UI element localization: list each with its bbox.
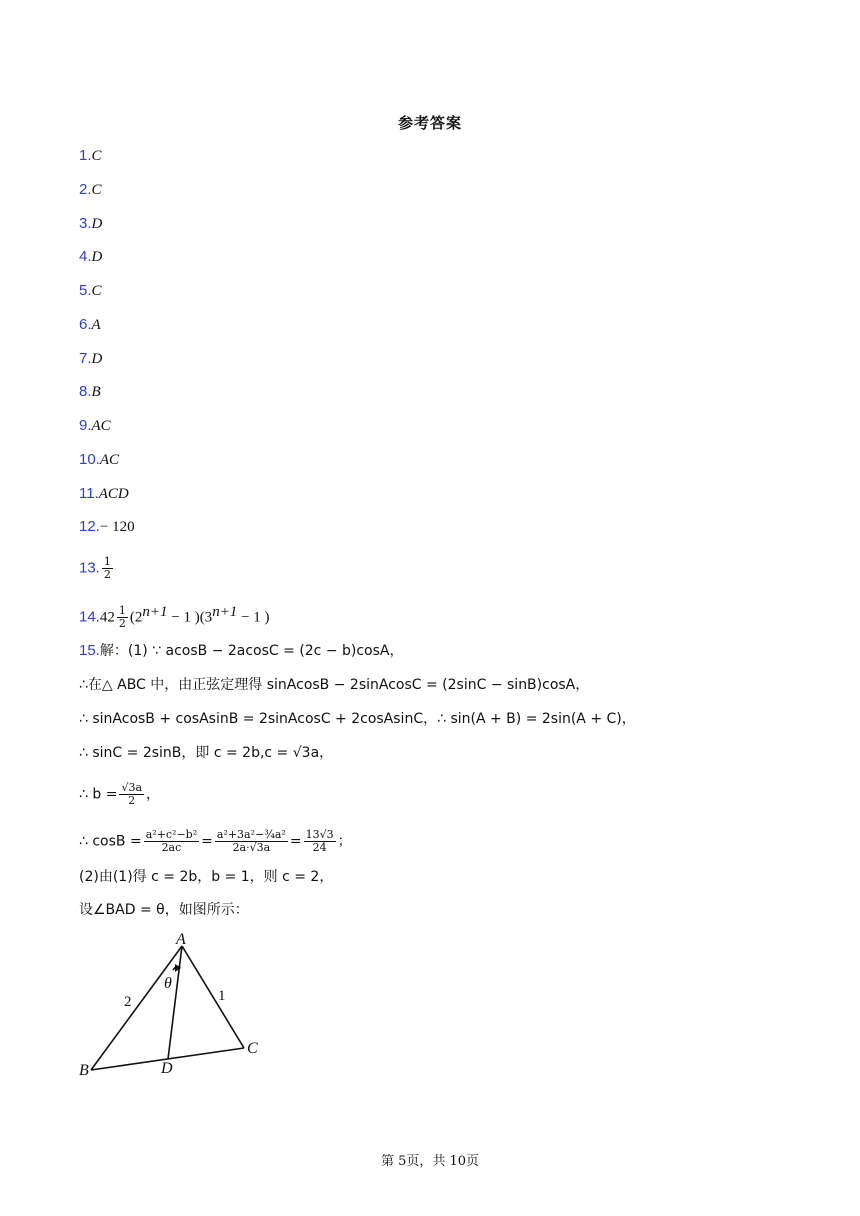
answer-row [79,247,102,267]
answer-value: AC [99,452,120,468]
answer-value: B [91,384,101,400]
answer-row [79,146,102,166]
solution-line-7: (2)由(1)得 c = 2b，b = 1，则 c = 2， [79,869,334,885]
answer-row [79,214,102,234]
answer-number: 7. [79,350,92,367]
answer-row [79,349,102,369]
vertex-label-c: C [247,1040,258,1057]
answer-value: D [91,351,103,367]
triangle-figure [76,928,276,1083]
answer-row-14: 14.42 $\frac{1}{2}$ ($2^{n+1} - 1$ )($3^{n+1} - 1$ ) [79,604,270,631]
solution-line-4: ∴ sinC = 2sinB，即 c = 2b,c = √3a， [79,745,334,761]
answer-row [79,281,102,301]
answer-number: 10. [79,451,100,468]
answer-value: AC [91,418,111,434]
answer-row [79,180,102,200]
answer-row [79,450,119,470]
answer-number: 9. [79,417,92,434]
solution-line-3: ∴ sinAcosB + cosAsinB = 2sinAcosC + 2cosAsinC，∴ sin(A + B) = 2sin(A + C)， [79,711,636,727]
answer-number: 5. [79,282,92,299]
angle-label-theta: θ [164,975,172,992]
answer-number: 11. [79,485,99,502]
solution-line-2: ∴在△ ABC 中，由正弦定理得 sinAcosB − 2sinAcosC = (2sinC − sinB)cosA， [79,677,590,693]
answer-number: 8. [79,383,92,400]
answer-value: C [91,148,102,164]
answer-number: 12. [79,518,100,535]
vertex-label-a: A [176,931,186,948]
answer-row [79,315,101,335]
answer-number: 1. [79,147,92,164]
answer-row [79,517,135,537]
answer-value: C [91,182,102,198]
answer-row [79,484,129,504]
side-ac [182,946,244,1048]
answer-number: 13. [79,559,100,577]
answer-value: D [91,249,103,265]
vertex-label-b: B [79,1062,89,1079]
answer-value: ACD [98,486,129,502]
answer-row [79,382,101,402]
answer-value: − 120 [99,519,135,535]
fraction: $\frac{√3a}{2}$ [121,781,143,807]
answer-number: 2. [79,181,92,198]
answer-number: 15. [79,642,100,659]
answer-number: 6. [79,316,92,333]
answer-number: 3. [79,215,92,232]
fraction: $\frac{\text{a²+3a²−¾a²}}{2a\cdot√3a}$ [216,828,286,854]
answer-value: A [91,317,101,333]
solution-line-8: 设∠BAD = θ，如图所示： [79,902,249,918]
fraction: $\frac{13√3}{24}$ [305,828,334,854]
answer-number: 14. [79,608,100,626]
side-label-ac: 1 [218,988,226,1004]
solution-line-6: ∴ cosB = $\frac{\text{a²+c²−b²}}{2ac}$ = $\frac{\text{a²+3a²−¾a²}}{2a\cdot√3a}$ = $\frac{13√3}{24}$ ； [79,828,352,854]
answer-value: C [91,283,102,299]
solution-line-1: 15.解：(1) ∵ acosB − 2acosC = (2c − b)cosA， [79,642,404,659]
vertex-label-d: D [161,1060,173,1077]
fraction: $\frac{\text{a²+c²−b²}}{2ac}$ [145,828,198,854]
fraction: $\frac{1}{2}$ [118,604,126,631]
answer-row-13 [79,556,115,581]
side-label-ab: 2 [124,994,132,1010]
page-footer: 第 5页，共 10页 [380,1154,480,1169]
answer-number: 4. [79,248,92,265]
page-title: 参考答案 [397,114,462,132]
answer-value: D [91,216,103,232]
solution-line-5: ∴ b = $\frac{√3a}{2}$ ， [79,781,161,807]
answer-row [79,416,111,436]
fraction: $\frac{1}{2}$ [103,555,111,581]
